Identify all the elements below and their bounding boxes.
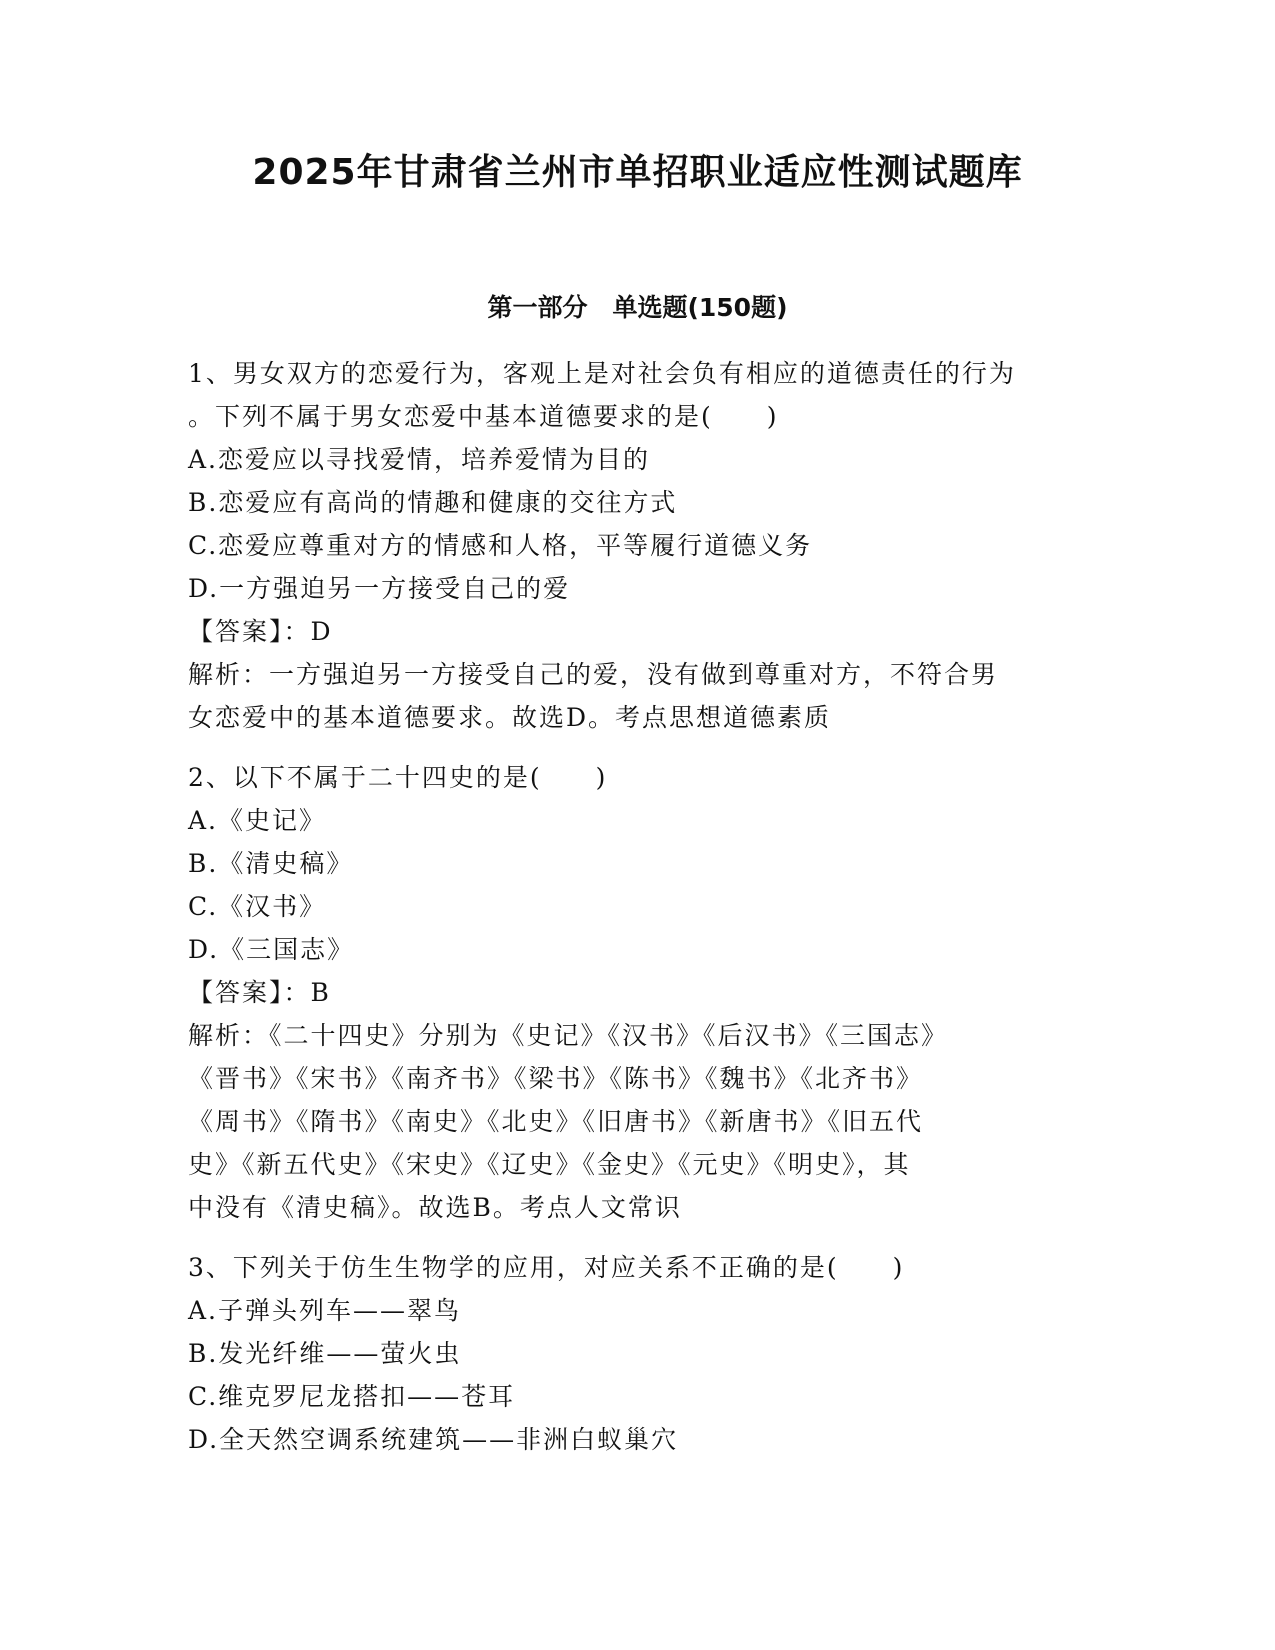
analysis-line: 《周书》《隋书》《南史》《北史》《旧唐书》《新唐书》《旧五代: [188, 1107, 924, 1136]
option-a: A.恋爱应以寻找爱情，培养爱情为目的: [188, 445, 651, 474]
analysis-line: 中没有《清史稿》。故选B。考点人文常识: [188, 1193, 682, 1222]
question-list: [188, 352, 1088, 1478]
option-a: A.《史记》: [188, 806, 327, 835]
question-3: [188, 1246, 1088, 1461]
analysis-line: 解析：《二十四史》分别为《史记》《汉书》《后汉书》《三国志》: [188, 1021, 949, 1050]
question-2: [188, 756, 1088, 1229]
question-1: [188, 352, 1088, 739]
option-d: D.《三国志》: [188, 935, 355, 964]
option-b: B.恋爱应有高尚的情趣和健康的交往方式: [188, 488, 678, 517]
option-b: B.发光纤维——萤火虫: [188, 1339, 462, 1368]
analysis-line: 解析：一方强迫另一方接受自己的爱，没有做到尊重对方，不符合男: [188, 660, 999, 689]
analysis-line: 史》《新五代史》《宋史》《辽史》《金史》《元史》《明史》，其: [188, 1150, 911, 1179]
option-c: C.维克罗尼龙搭扣——苍耳: [188, 1382, 516, 1411]
question-stem-line: 。下列不属于男女恋爱中基本道德要求的是( ): [188, 402, 779, 431]
option-d: D.一方强迫另一方接受自己的爱: [188, 574, 571, 603]
option-d: D.全天然空调系统建筑——非洲白蚁巢穴: [188, 1425, 679, 1454]
option-b: B.《清史稿》: [188, 849, 354, 878]
option-c: C.恋爱应尊重对方的情感和人格，平等履行道德义务: [188, 531, 813, 560]
question-stem-line: 1、男女双方的恋爱行为，客观上是对社会负有相应的道德责任的行为: [188, 359, 1016, 388]
answer-line: 【答案】：B: [188, 978, 331, 1007]
analysis-line: 女恋爱中的基本道德要求。故选D。考点思想道德素质: [188, 703, 832, 732]
answer-line: 【答案】：D: [188, 617, 333, 646]
option-c: C.《汉书》: [188, 892, 327, 921]
question-stem-line: 3、下列关于仿生生物学的应用，对应关系不正确的是( ): [188, 1253, 905, 1282]
document-title: 2025年甘肃省兰州市单招职业适应性测试题库: [252, 152, 1023, 193]
option-a: A.子弹头列车——翠鸟: [188, 1296, 462, 1325]
question-stem-line: 2、以下不属于二十四史的是( ): [188, 763, 608, 792]
section-title: 第一部分 单选题(150题): [487, 293, 788, 322]
analysis-line: 《晋书》《宋书》《南齐书》《梁书》《陈书》《魏书》《北齐书》: [188, 1064, 924, 1093]
